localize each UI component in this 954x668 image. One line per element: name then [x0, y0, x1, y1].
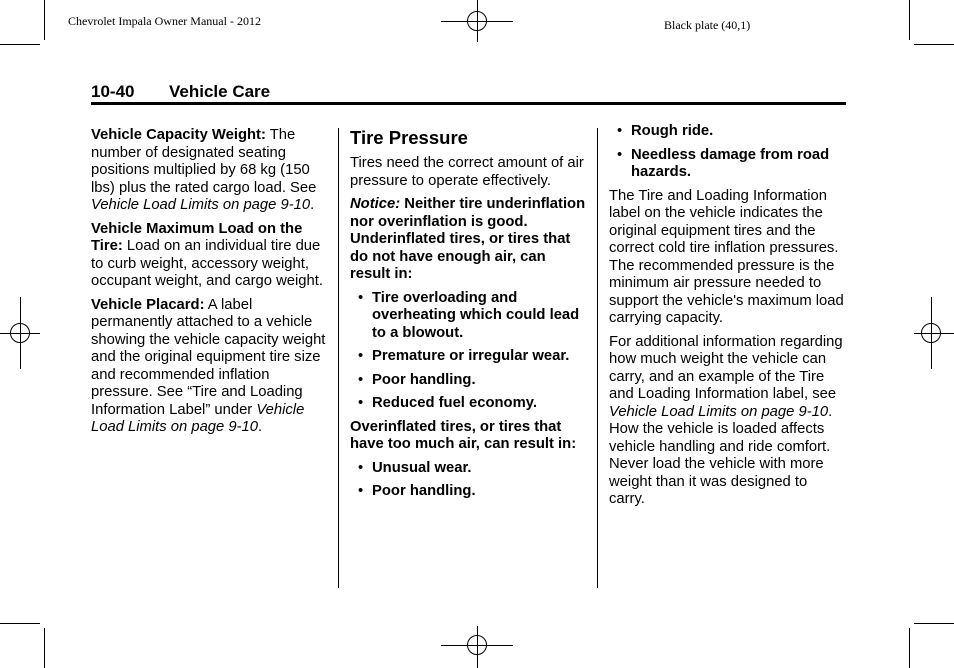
definition-vehicle-maximum-load: Vehicle Maximum Load on the Tire: Load on an individual tire due to curb weight, accessory weight, occupant weight, and cargo weight.: [91, 220, 323, 289]
definition-vehicle-capacity-weight: Vehicle Capacity Weight: The number of designated seating positions multiplied by 68 kg (150 lbs) plus the rated cargo load. See Vehicle Load Limits on page 9-10.: [91, 127, 317, 213]
bullet-icon: •: [617, 123, 623, 139]
list-item: • Tire overloading and overheating which could lead to a blowout.: [358, 289, 580, 341]
page-number: 10-40: [91, 82, 135, 101]
bullet-icon: •: [358, 459, 364, 476]
bullet-icon: •: [358, 348, 364, 364]
bullet-icon: •: [358, 395, 364, 411]
intro-paragraph: Tires need the correct amount of air pressure to operate effectively.: [350, 155, 584, 189]
list-item: • Needless damage from road hazards.: [617, 146, 830, 180]
underinflation-list: [350, 290, 590, 413]
manual-title: Chevrolet Impala Owner Manual - 2012: [68, 14, 261, 28]
list-item: • Rough ride.: [617, 123, 714, 139]
column-divider-1: [338, 128, 339, 588]
bullet-icon: •: [358, 289, 364, 306]
column-2: [350, 127, 590, 507]
list-item: • Premature or irregular wear.: [358, 348, 570, 364]
overinflation-intro: Overinflated tires, or tires that have too much air, can result in:: [350, 418, 577, 452]
bullet-icon: •: [358, 371, 364, 388]
section-title: Vehicle Care: [169, 82, 271, 101]
overinflation-list-continued: [609, 123, 846, 182]
additional-info-paragraph: For additional information regarding how much weight the vehicle can carry, and an example of the Tire and Loading Information label, see Vehicle Load Limits on page 9-10. How the vehicle is loaded affects vehicle handling and ride comfort. Never load the vehicle with more weight than it was designed to carry.: [609, 333, 843, 507]
list-item: • Reduced fuel economy.: [358, 395, 537, 411]
overinflation-list: [350, 460, 590, 501]
list-item: • Poor handling.: [358, 483, 476, 499]
cross-reference-link: Vehicle Load Limits on page 9-10: [609, 403, 829, 420]
cross-reference-link: Vehicle Load Limits on page 9-10: [91, 197, 311, 213]
section-heading: Tire Pressure: [350, 127, 468, 148]
column-divider-2: [597, 128, 598, 588]
column-1: [91, 127, 331, 443]
notice-paragraph: Notice: Neither tire underinflation nor overinflation is good. Underinflated tires, or tires that do not have enough air, can result in:: [350, 196, 586, 282]
list-item: • Unusual wear.: [358, 459, 472, 476]
definition-vehicle-placard: Vehicle Placard: A label permanently attached to a vehicle showing the vehicle capacity weight and the original equipment tire size and recommended inflation pressure. See “Tire and Loading Information Label” under Vehicle Load Limits on page 9-10.: [91, 296, 326, 435]
cross-reference-link: Vehicle Load Limits on page 9-10: [91, 401, 305, 435]
bullet-icon: •: [358, 483, 364, 499]
header-rule: [91, 102, 846, 105]
bullet-icon: •: [617, 146, 623, 163]
label-info-paragraph: The Tire and Loading Information label on the vehicle indicates the original equipment tires and the correct cold tire inflation pressures. The recommended pressure is the minimum air pressure needed to support the vehicle's maximum load carrying capacity.: [609, 187, 844, 326]
list-item: • Poor handling.: [358, 371, 476, 388]
column-3: [609, 123, 846, 515]
plate-label: Black plate (40,1): [664, 18, 751, 32]
